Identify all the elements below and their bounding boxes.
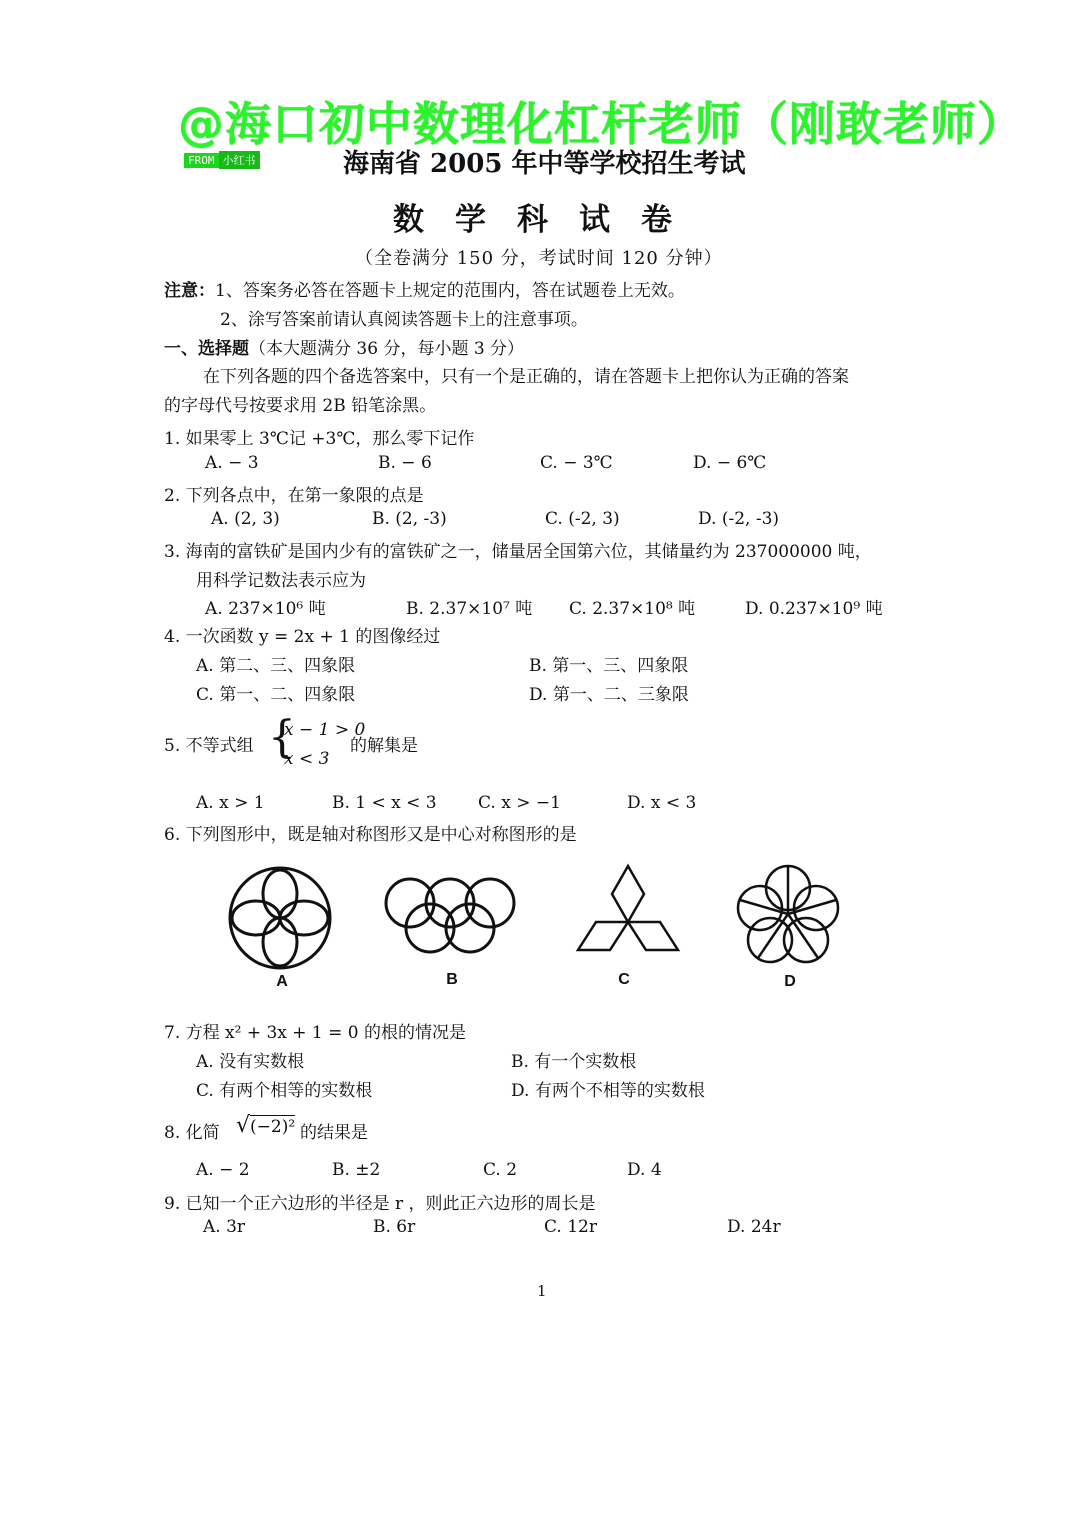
q5-option-c: C. x > −1: [478, 793, 561, 813]
page-number: 1: [537, 1282, 547, 1300]
q6-label-d: D: [784, 973, 796, 990]
q8-stem-post: 的结果是: [300, 1123, 368, 1143]
q1-option-a: A. − 3: [205, 453, 259, 473]
q6-label-b: B: [446, 971, 458, 988]
section-title: 一、选择题: [164, 339, 249, 359]
section-heading: [164, 334, 524, 359]
q1-option-d: D. − 6℃: [693, 453, 767, 473]
notice-line-1: [164, 276, 685, 301]
q4-option-b: B. 第一、三、四象限: [529, 656, 689, 676]
q5-option-b: B. 1 < x < 3: [332, 793, 437, 813]
q8-sqrt: √(−2)²: [236, 1113, 296, 1138]
q8-option-b: B. ±2: [332, 1160, 381, 1180]
from-label: FROM: [184, 153, 219, 168]
section-instruction-2: 的字母代号按要求用 2B 铅笔涂黑。: [164, 396, 437, 416]
q9-option-d: D. 24r: [727, 1217, 781, 1237]
exam-title: 海南省 2005 年中等学校招生考试: [343, 149, 746, 179]
q1-option-c: C. − 3℃: [540, 453, 613, 473]
q6-label-c: C: [618, 971, 630, 988]
q8-stem-pre: 8. 化简: [164, 1123, 220, 1143]
q5-stem-pre: 5. 不等式组: [164, 736, 254, 756]
q9-option-c: C. 12r: [544, 1217, 597, 1237]
q3-option-c: C. 2.37×10⁸ 吨: [569, 599, 696, 619]
q7-stem: 7. 方程 x² + 3x + 1 = 0 的根的情况是: [164, 1023, 467, 1043]
q7-option-c: C. 有两个相等的实数根: [196, 1081, 373, 1101]
q6-figure-c: [578, 866, 678, 950]
q3-option-b: B. 2.37×10⁷ 吨: [406, 599, 533, 619]
q7-option-b: B. 有一个实数根: [511, 1052, 637, 1072]
section-instruction-1: 在下列各题的四个备选答案中，只有一个是正确的，请在答题卡上把你认为正确的答案: [203, 367, 849, 387]
q8-radicand: (−2)²: [250, 1117, 296, 1137]
q7-option-d: D. 有两个不相等的实数根: [511, 1081, 705, 1101]
q9-option-b: B. 6r: [373, 1217, 416, 1237]
q8-option-c: C. 2: [483, 1160, 518, 1180]
q2-option-d: D. (-2, -3): [698, 509, 780, 529]
q9-stem: 9. 已知一个正六边形的半径是 r ，则此正六边形的周长是: [164, 1194, 596, 1214]
from-badge: [184, 151, 260, 167]
q2-option-a: A. (2, 3): [211, 509, 280, 529]
q4-option-a: A. 第二、三、四象限: [196, 656, 356, 676]
q6-figure-a: [230, 868, 330, 968]
q1-option-b: B. − 6: [378, 453, 432, 473]
q6-figure-b: [386, 879, 514, 952]
from-source: 小红书: [219, 151, 260, 169]
q5-option-a: A. x > 1: [196, 793, 265, 813]
q2-option-c: C. (-2, 3): [545, 509, 620, 529]
q8-option-a: A. − 2: [196, 1160, 250, 1180]
q4-option-c: C. 第一、二、四象限: [196, 685, 356, 705]
q5-option-d: D. x < 3: [627, 793, 697, 813]
watermark-text: @海口初中数理化杠杆老师（刚敢老师）: [178, 97, 1024, 151]
q9-option-a: A. 3r: [203, 1217, 246, 1237]
q4-stem: 4. 一次函数 y = 2x + 1 的图像经过: [164, 627, 441, 647]
q6-stem: 6. 下列图形中，既是轴对称图形又是中心对称图形的是: [164, 825, 577, 845]
q6-figure-d: [738, 866, 838, 962]
q3-option-d: D. 0.237×10⁹ 吨: [745, 599, 883, 619]
q3-stem-2: 用科学记数法表示应为: [196, 571, 366, 591]
q2-stem: 2. 下列各点中，在第一象限的点是: [164, 486, 424, 506]
exam-subtitle: （全卷满分 150 分，考试时间 120 分钟）: [355, 248, 723, 269]
q6-figures: [210, 858, 850, 998]
q4-option-d: D. 第一、二、三象限: [529, 685, 689, 705]
q5-brace: {: [268, 712, 296, 763]
q8-option-d: D. 4: [627, 1160, 662, 1180]
q2-option-b: B. (2, -3): [372, 509, 447, 529]
q1-stem: 1. 如果零上 3℃记 +3℃，那么零下记作: [164, 429, 475, 449]
notice-label: 注意：: [164, 281, 215, 301]
q5-line-2: x < 3: [284, 749, 330, 769]
notice-item-2: 2、涂写答案前请认真阅读答题卡上的注意事项。: [220, 310, 588, 330]
q7-option-a: A. 没有实数根: [196, 1052, 305, 1072]
notice-item-1: 1、答案务必答在答题卡上规定的范围内，答在试题卷上无效。: [215, 281, 685, 301]
q5-stem-post: 的解集是: [350, 736, 418, 756]
q5-line-1: x − 1 > 0: [284, 720, 366, 740]
exam-subject: 数学科试卷: [393, 202, 703, 238]
q6-label-a: A: [276, 973, 288, 990]
q3-option-a: A. 237×10⁶ 吨: [205, 599, 326, 619]
section-note: （本大题满分 36 分，每小题 3 分）: [249, 339, 525, 359]
q3-stem-1: 3. 海南的富铁矿是国内少有的富铁矿之一，储量居全国第六位，其储量约为 237000000 吨，: [164, 542, 872, 562]
